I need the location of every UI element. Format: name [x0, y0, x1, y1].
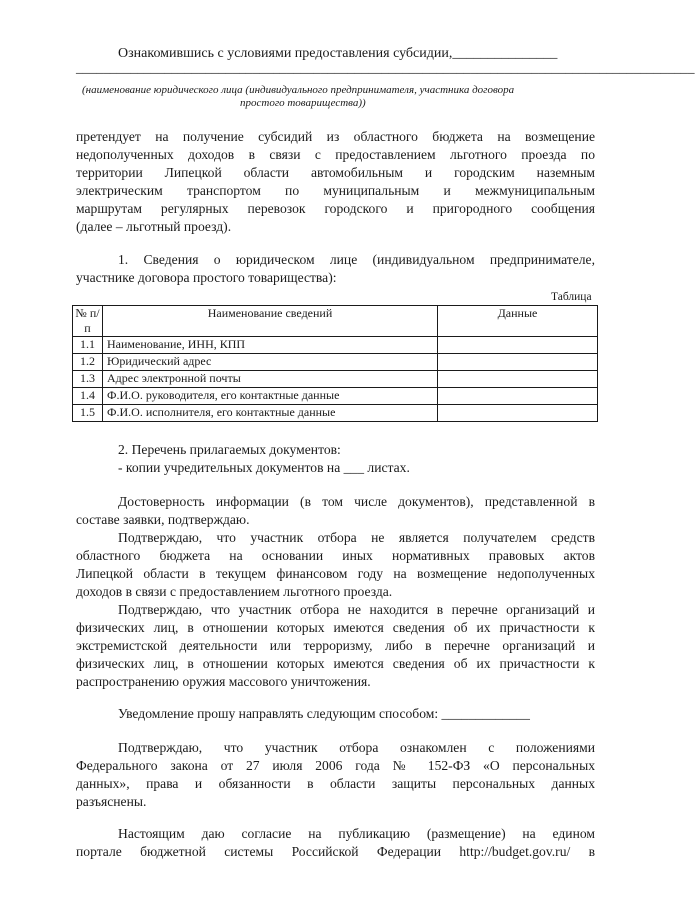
- row-num: 1.2: [73, 354, 103, 371]
- intro-line: маршрутам регулярных перевозок городского и пригородного сообщения: [76, 201, 595, 216]
- personal-line: Федерального закона от 27 июля 2006 года № 152-ФЗ «О персональных: [76, 758, 595, 773]
- table-header-row: [73, 306, 598, 337]
- intro-line: (далее – льготный проезд).: [76, 219, 232, 234]
- row-name: Юридический адрес: [103, 354, 438, 371]
- row-num: 1.5: [73, 405, 103, 422]
- row-name: Наименование, ИНН, КПП: [103, 337, 438, 354]
- table-caption: Таблица: [551, 291, 592, 303]
- table-row: [73, 354, 598, 371]
- header-underline: ___________________________________________________________________________________________: [76, 60, 695, 75]
- confirm-line: экстремистской деятельности или терроризму, либо в перечне организаций и: [76, 638, 595, 653]
- confirm-line: составе заявки, подтверждаю.: [76, 512, 250, 527]
- row-num: 1.4: [73, 388, 103, 405]
- intro-line: электрическим транспортом по муниципальным и межмуниципальным: [76, 183, 595, 198]
- personal-line: разъяснены.: [76, 794, 147, 809]
- row-name: Ф.И.О. исполнителя, его контактные данные: [103, 405, 438, 422]
- row-data-cell[interactable]: [438, 354, 598, 371]
- confirm-line: Достоверность информации (в том числе документов), представленной в: [118, 494, 595, 509]
- row-num: 1.3: [73, 371, 103, 388]
- row-data-cell[interactable]: [438, 371, 598, 388]
- intro-line: недополученных доходов в связи с предоставлением льготного проезда по: [76, 147, 595, 162]
- personal-line: Подтверждаю, что участник отбора ознакомлен с положениями: [118, 740, 595, 755]
- confirm-line: доходов в связи с предоставлением льготного проезда.: [76, 584, 393, 599]
- table-row: [73, 371, 598, 388]
- header-hint-1: (наименование юридического лица (индивидуального предпринимателя, участника договора: [82, 84, 515, 96]
- confirm-line: Подтверждаю, что участник отбора не находится в перечне организаций и: [118, 602, 595, 617]
- section2-title: 2. Перечень прилагаемых документов:: [118, 442, 341, 457]
- section1-title-cont: участнике договора простого товарищества):: [76, 270, 337, 285]
- table-row: [73, 405, 598, 422]
- row-data-cell[interactable]: [438, 337, 598, 354]
- confirm-line: физических лиц, в отношении которых имеются сведения об их причастности к: [76, 620, 595, 635]
- publication-line: портале бюджетной системы Российской Федерации http://budget.gov.ru/ в: [76, 844, 595, 859]
- table-row: [73, 388, 598, 405]
- header-data: Данные: [438, 306, 598, 337]
- table-row: [73, 337, 598, 354]
- confirm-line: Подтверждаю, что участник отбора не является получателем средств: [118, 530, 595, 545]
- header-num: № п/п: [73, 306, 103, 337]
- row-name: Ф.И.О. руководителя, его контактные данные: [103, 388, 438, 405]
- confirm-line: распространению оружия массового уничтожения.: [76, 674, 371, 689]
- notify-line: Уведомление прошу направлять следующим способом: _____________: [118, 706, 530, 721]
- publication-line: Настоящим даю согласие на публикацию (размещение) на едином: [118, 826, 595, 841]
- intro-line: претендует на получение субсидий из областного бюджета на возмещение: [76, 129, 595, 144]
- personal-line: данных», права и обязанности в области защиты персональных данных: [76, 776, 595, 791]
- confirm-line: областного бюджета на основании иных нормативных правовых актов: [76, 548, 595, 563]
- row-name: Адрес электронной почты: [103, 371, 438, 388]
- header-hint-2: простого товарищества)): [240, 97, 366, 109]
- row-data-cell[interactable]: [438, 388, 598, 405]
- section2-item: - копии учредительных документов на ___ листах.: [118, 460, 410, 475]
- intro-line: территории Липецкой области автомобильным и городским наземным: [76, 165, 595, 180]
- row-num: 1.1: [73, 337, 103, 354]
- row-data-cell[interactable]: [438, 405, 598, 422]
- header-name: Наименование сведений: [103, 306, 438, 337]
- section1-title: 1. Сведения о юридическом лице (индивидуальном предпринимателе,: [118, 252, 595, 267]
- confirm-line: физических лиц, в отношении которых имеются сведения об их причастности к: [76, 656, 595, 671]
- info-table: [72, 305, 598, 422]
- header-line: Ознакомившись с условиями предоставления субсидии,_______________: [118, 46, 558, 61]
- confirm-line: Липецкой области в текущем финансовом году на возмещение недополученных: [76, 566, 595, 581]
